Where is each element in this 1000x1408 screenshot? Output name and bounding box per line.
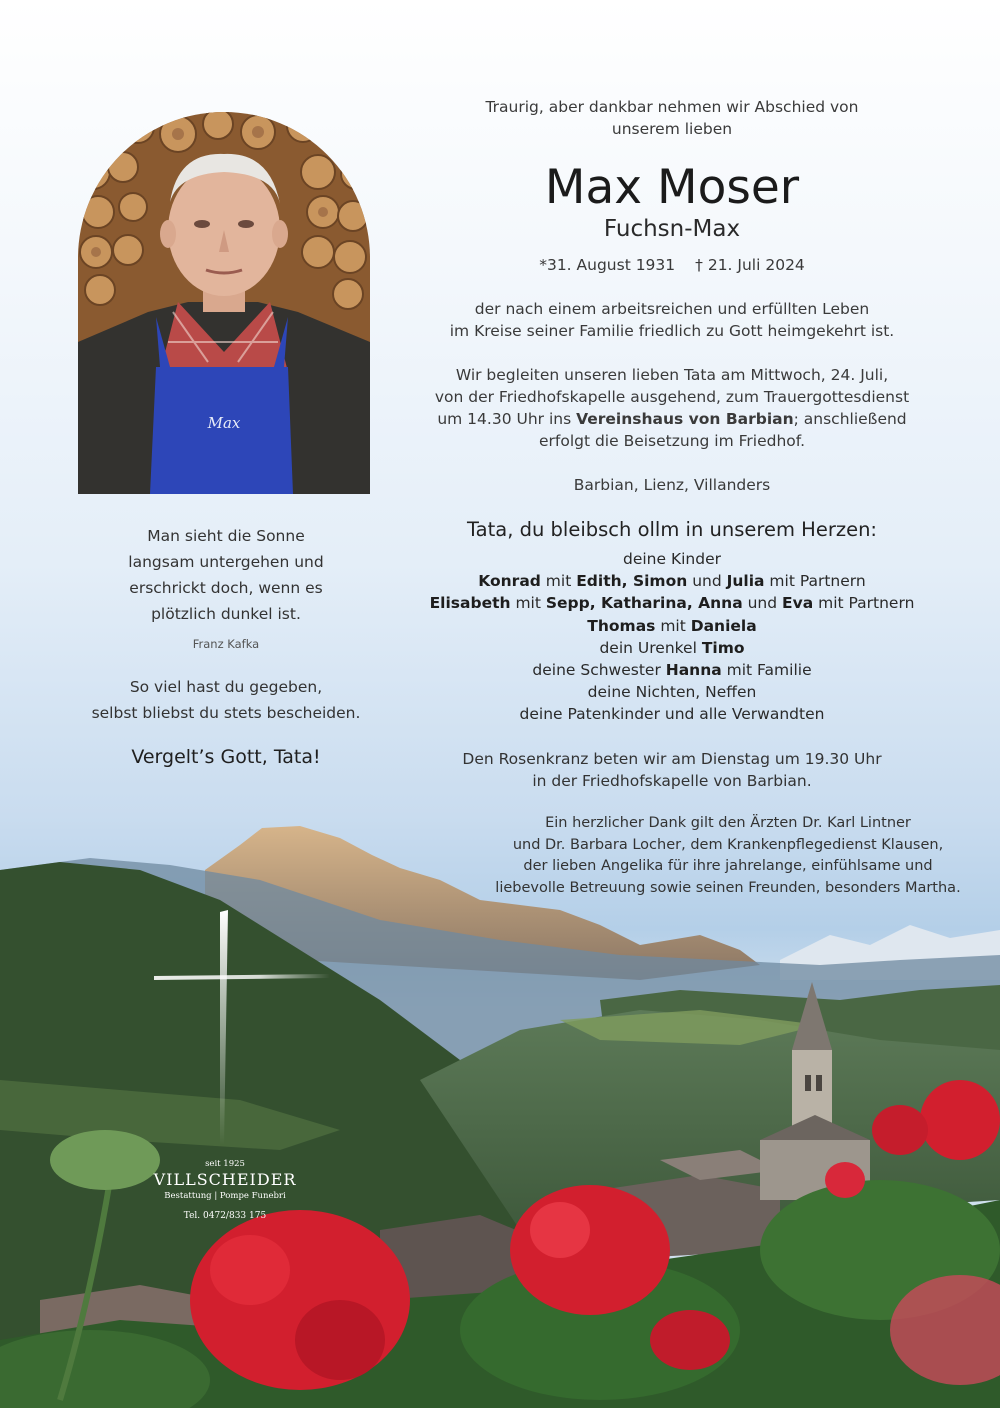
deceased-name: Max Moser: [544, 160, 800, 215]
rosary-notice: Den Rosenkranz beten wir am Dienstag um 19.30 Uhr in der Friedhofskapelle von Barbian.: [462, 750, 882, 790]
apron-label: Max: [207, 414, 241, 432]
cross-icon: [150, 910, 340, 1150]
family-row: dein Urenkel Timo: [599, 638, 745, 657]
logo-phone: Tel. 0472/833 175: [183, 1211, 267, 1221]
family-row: Elisabeth mit Sepp, Katharina, Anna und Eva mit Partnern: [429, 594, 915, 613]
family-row: Konrad mit Edith, Simon und Julia mit Partnern: [478, 572, 866, 591]
closing-line: Vergelt’s Gott, Tata!: [131, 746, 321, 768]
kafka-quote: Man sieht die Sonne langsam untergehen und erschrickt doch, wenn es plötzlich dunkel ist.: [128, 527, 324, 623]
family-heading: Tata, du bleibsch ollm in unserem Herzen:: [466, 518, 877, 541]
family-list: deine Kinder Konrad mit Edith, Simon und Julia mit Partnern Elisabeth mit Sepp, Katharina, Anna und Eva mit Partnern Thomas mit Daniela dein Urenkel Timo deine Schwester Hanna mit Familie deine Nichten, Neffen deine Patenkinder und alle Verwandten: [420, 548, 924, 726]
saying-text: So viel hast du gegeben, selbst bliebst du stets bescheiden.: [91, 678, 361, 722]
portrait-photo: [78, 112, 370, 494]
life-dates: [450, 254, 894, 276]
deceased-nickname: Fuchsn-Max: [603, 216, 741, 242]
logo-brand: VILLSCHEIDER: [153, 1170, 297, 1189]
life-paragraph: der nach einem arbeitsreichen und erfüllten Leben im Kreise seiner Familie friedlich zu Gott heimgekehrt ist.: [449, 300, 895, 340]
family-row: Thomas mit Daniela: [587, 616, 757, 635]
death-date: † 21. Juli 2024: [695, 256, 805, 274]
intro-text: Traurig, aber dankbar nehmen wir Abschied von unserem lieben: [485, 98, 859, 138]
thanks-notice: Ein herzlicher Dank gilt den Ärzten Dr. Karl Lintner und Dr. Barbara Locher, dem Krankenpflegedienst Klausen, der lieben Angelika für ihre jahrelange, einfühlsame und liebevolle Betreuung sowie seinen Freunden, besonders Martha.: [495, 815, 961, 896]
places-line: Barbian, Lienz, Villanders: [573, 476, 771, 494]
family-row: deine Schwester Hanna mit Familie: [532, 661, 812, 680]
birth-date: *31. August 1931: [539, 256, 676, 274]
funeral-home-logo: seit 1925 VILLSCHEIDER Bestattung | Pompe Funebri Tel. 0472/833 175: [140, 1158, 310, 1224]
venue-name: Vereinshaus von Barbian: [576, 410, 794, 428]
quote-author: Franz Kafka: [192, 637, 260, 651]
funeral-paragraph: Wir begleiten unseren lieben Tata am Mittwoch, 24. Juli, von der Friedhofskapelle ausgehend, zum Trauergottesdienst um 14.30 Uhr ins Vereinshaus von Barbian; anschließend erfolgt die Beisetzung im Friedhof.: [434, 366, 910, 450]
